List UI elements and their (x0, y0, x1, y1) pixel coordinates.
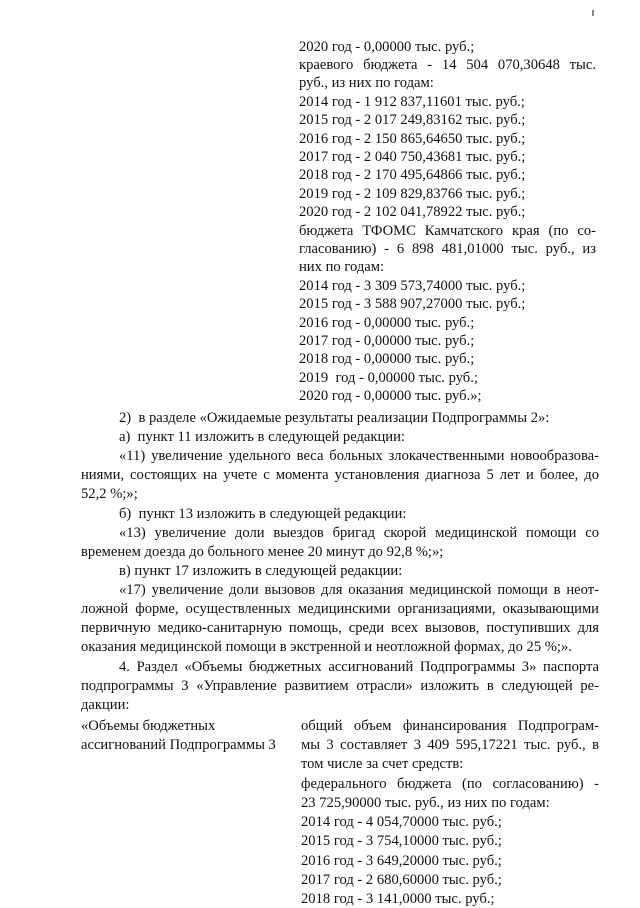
text-line: руб., из них по годам: (299, 75, 434, 91)
text-line: 2019 год - 2 109 829,83766 тыс. руб.; (299, 186, 526, 202)
text-line: «17) увеличение доли вызовов для оказания медицинской помощи в неот- (119, 582, 599, 598)
text-line: бюджета ТФОМС Камчатского края (по со- (299, 223, 596, 239)
text-line: 2017 год - 0,00000 тыс. руб.; (299, 333, 475, 349)
text-line: 52,2 %;»; (81, 486, 138, 502)
table-value-line: мы 3 составляет 3 409 595,17221 тыс. руб., в (301, 737, 599, 754)
text-line: оказания медицинской помощи в экстренной и неотложной формах, до 25 %;». (81, 639, 572, 655)
text-line: 2016 год - 0,00000 тыс. руб.; (299, 315, 475, 331)
text-line: них по годам: (299, 259, 385, 275)
table-value-line: 2018 год - 3 141,0000 тыс. руб.; (301, 891, 495, 907)
text-line: 2014 год - 1 912 837,11601 тыс. руб.; (299, 94, 525, 110)
table-value-line: 2014 год - 4 054,70000 тыс. руб.; (301, 814, 502, 831)
text-line: 2015 год - 3 588 907,27000 тыс. руб.; (299, 296, 526, 312)
text-line: 4. Раздел «Объемы бюджетных ассигнований Подпрограммы 3» паспорта (119, 659, 599, 675)
table-value-line: 23 725,90000 тыс. руб., из них по годам: (301, 794, 550, 811)
text-line: а) пункт 11 изложить в следующей редакции: (119, 429, 405, 445)
table-value-line: 2016 год - 3 649,20000 тыс. руб.; (301, 852, 502, 869)
text-line: б) пункт 13 изложить в следующей редакции: (119, 506, 407, 522)
table-value-line: общий объем финансирования Подпрограм- (301, 718, 599, 734)
text-line: 2020 год - 0,00000 тыс. руб.»; (299, 388, 482, 404)
text-line: первичную медико-санитарную помощь, среди всех вызовов, поступивших для (81, 620, 599, 636)
text-line: 2018 год - 0,00000 тыс. руб.; (299, 351, 475, 367)
text-line: в) пункт 17 изложить в следующей редакции: (119, 563, 403, 579)
text-line: 2016 год - 2 150 865,64650 тыс. руб.; (299, 131, 526, 147)
table-value-line: том числе за счет средств: (301, 756, 464, 773)
page-corner-mark (592, 10, 594, 16)
text-line: 2017 год - 2 040 750,43681 тыс. руб.; (299, 149, 526, 165)
text-line: 2018 год - 2 170 495,64866 тыс. руб.; (299, 167, 526, 183)
text-line: 2019 год - 0,00000 тыс. руб.; (299, 370, 478, 386)
table-value-line: 2017 год - 2 680,60000 тыс. руб.; (301, 871, 502, 888)
table-value-line: 2015 год - 3 754,10000 тыс. руб.; (301, 833, 502, 850)
table-label-line: «Объемы бюджетных (81, 718, 216, 734)
text-line: гласованию) - 6 898 481,01000 тыс. руб., из (299, 241, 596, 257)
text-line: 2020 год - 2 102 041,78922 тыс. руб.; (299, 204, 526, 220)
text-line: «11) увеличение удельного веса больных злокачественными новообразова- (119, 448, 599, 464)
text-line: 2020 год - 0,00000 тыс. руб.; (299, 39, 475, 55)
text-line: 2015 год - 2 017 249,83162 тыс. руб.; (299, 112, 526, 128)
text-line: ложной форме, осуществленных медицинскими организациями, оказывающими (81, 601, 599, 617)
text-line: дакции: (81, 697, 130, 713)
text-line: «13) увеличение доли выездов бригад скорой медицинской помощи со (119, 525, 599, 541)
text-line: 2014 год - 3 309 573,74000 тыс. руб.; (299, 278, 526, 294)
text-line: подпрограммы 3 «Управление развитием отрасли» изложить в следующей ре- (81, 678, 599, 694)
text-line: ниями, состоящих на учете с момента установления диагноза 5 лет и более, до (81, 467, 599, 483)
table-label-line: ассигнований Подпрограммы 3 (81, 737, 276, 753)
text-line: 2) в разделе «Ожидаемые результаты реализации Подпрограммы 2»: (119, 410, 550, 426)
text-line: краевого бюджета - 14 504 070,30648 тыс. (299, 57, 596, 73)
table-value-line: федерального бюджета (по согласованию) - (301, 775, 599, 792)
text-line: временем доезда до больного менее 20 минут до 92,8 %;»; (81, 544, 444, 560)
